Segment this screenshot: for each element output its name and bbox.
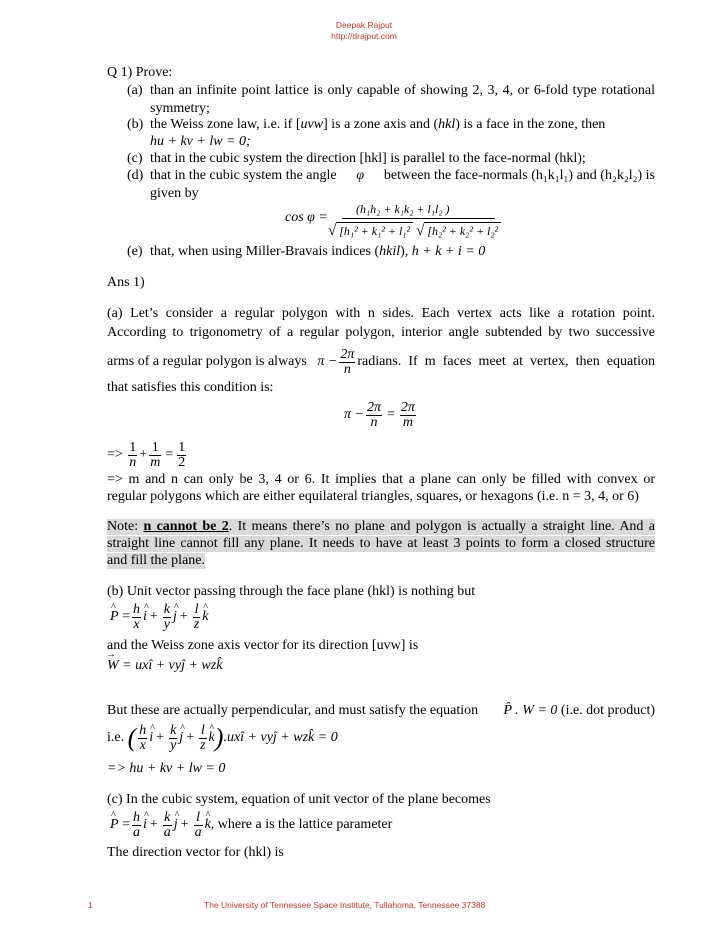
q-e-label: (e) bbox=[127, 244, 143, 259]
ans-a-p4: that satisfies this condition is: bbox=[107, 380, 274, 395]
q-a-line1: than an infinite point lattice is only capable of showing 2, 3, 4, or 6-fold type rotational bbox=[150, 83, 655, 98]
q-c-line: that in the cubic system the direction [hkl] is parallel to the face-normal (hkl); bbox=[150, 151, 586, 166]
footer-institution: The University of Tennessee Space Institute, Tullahoma, Tennessee 37388 bbox=[204, 900, 486, 910]
ans-a-p5: => m and n can only be 3, 4 or 6. It implies that a plane can only be filled with convex or bbox=[107, 472, 655, 487]
q-d-line2: given by bbox=[150, 186, 199, 201]
note-line2: straight line cannot fill any plane. It needs to have at least 3 points to form a closed structure bbox=[107, 536, 655, 551]
zone-vector-equation: → W = uxî + vyĵ + wzk̂ bbox=[107, 658, 222, 674]
q-b-line1: the Weiss zone law, i.e. if [uvw] is a zone axis and (hkl) is a face in the zone, then bbox=[150, 117, 606, 132]
q-c-label: (c) bbox=[127, 151, 143, 166]
equation-reciprocal: => $\frac{1}{n}$ + $\frac{1}{m}$ = $\frac{1}{2}$ bbox=[107, 439, 186, 470]
header-author: Deepak Rajput bbox=[335, 20, 393, 30]
question-title: Q 1) Prove: bbox=[107, 65, 173, 80]
page-number: 1 bbox=[88, 900, 93, 910]
weiss-zone-result: => hu + kv + lw = 0 bbox=[107, 761, 226, 776]
cos-formula-numerator: (h₁h₂ + k₁k₂ + l₁l₂ ) bbox=[356, 202, 450, 216]
q-a-label: (a) bbox=[127, 83, 143, 98]
dot-product-equation: i.e. ( $\frac{h}{x}$ ^ i + $\frac{k}{y}$ ^ j + $\frac{l}{z}$ ^ k ) .uxî + vyĵ + wzk̂ = 0 bbox=[107, 720, 338, 756]
ans-b-p2: and the Weiss zone axis vector for its direction [uvw] is bbox=[107, 638, 419, 653]
cos-formula-denominator: √ [h₁² + k₁² + l₁² √ [h₂² + k₂² + l₂² bbox=[328, 222, 501, 239]
ans-b-p1: (b) Unit vector passing through the face plane (hkl) is nothing but bbox=[107, 584, 476, 599]
q-d-label: (d) bbox=[127, 168, 144, 183]
ans-b-p3: But these are actually perpendicular, and must satisfy the equation P̂ . W = 0 (i.e. dot product) bbox=[107, 703, 655, 718]
ans-c-p1: (c) In the cubic system, equation of unit vector of the plane becomes bbox=[107, 792, 491, 807]
cos-fraction-bar bbox=[342, 218, 495, 219]
ans-c-p2: The direction vector for (hkl) is bbox=[107, 845, 284, 860]
note-line3: and fill the plane. bbox=[107, 553, 205, 568]
q-b-label: (b) bbox=[127, 117, 144, 132]
q-d-line1: that in the cubic system the angle φ between the face-normals (h₁k₁l₁) and (h₂k₂l₂) is bbox=[150, 168, 655, 183]
answer-title: Ans 1) bbox=[107, 275, 145, 290]
ans-a-p1: (a) Let’s consider a regular polygon with n sides. Each vertex acts like a rotation point. bbox=[107, 306, 655, 321]
ans-a-p2: According to trigonometry of a regular polygon, interior angle subtended by two successive bbox=[107, 325, 655, 340]
q-a-line2: symmetry; bbox=[150, 101, 210, 116]
cubic-unit-vector-equation: ^ P = $\frac{h}{a}$ ^ i + $\frac{k}{a}$ ^ j + $\frac{l}{a}$ ^ k , where a is the lattice parameter bbox=[110, 808, 392, 842]
unit-vector-equation: ^ P = $\frac{h}{x}$ ^ i + $\frac{k}{y}$ ^ j + $\frac{l}{z}$ ^ k bbox=[110, 600, 208, 634]
equation-angle: π − $\frac{2\pi}{n}$ = $\frac{2\pi}{m}$ bbox=[344, 399, 415, 430]
ans-a-p3: arms of a regular polygon is always π − $\frac{2\pi}{n}$ radians. If m faces meet at vertex, then equation bbox=[107, 346, 655, 377]
cos-formula-lhs: cos φ = bbox=[285, 210, 328, 225]
note-line1: Note: n cannot be 2. It means there’s no plane and polygon is actually a straight line. And a bbox=[107, 519, 655, 534]
header-url[interactable]: http://drajput.com bbox=[331, 31, 397, 41]
ans-a-p6: regular polygons which are either equilateral triangles, squares, or hexagons (i.e. n = 3, 4, or 6) bbox=[107, 489, 639, 504]
q-b-line2: hu + kv + lw = 0; bbox=[150, 134, 251, 149]
q-e-line: that, when using Miller-Bravais indices (hkil), h + k + i = 0 bbox=[150, 244, 486, 259]
